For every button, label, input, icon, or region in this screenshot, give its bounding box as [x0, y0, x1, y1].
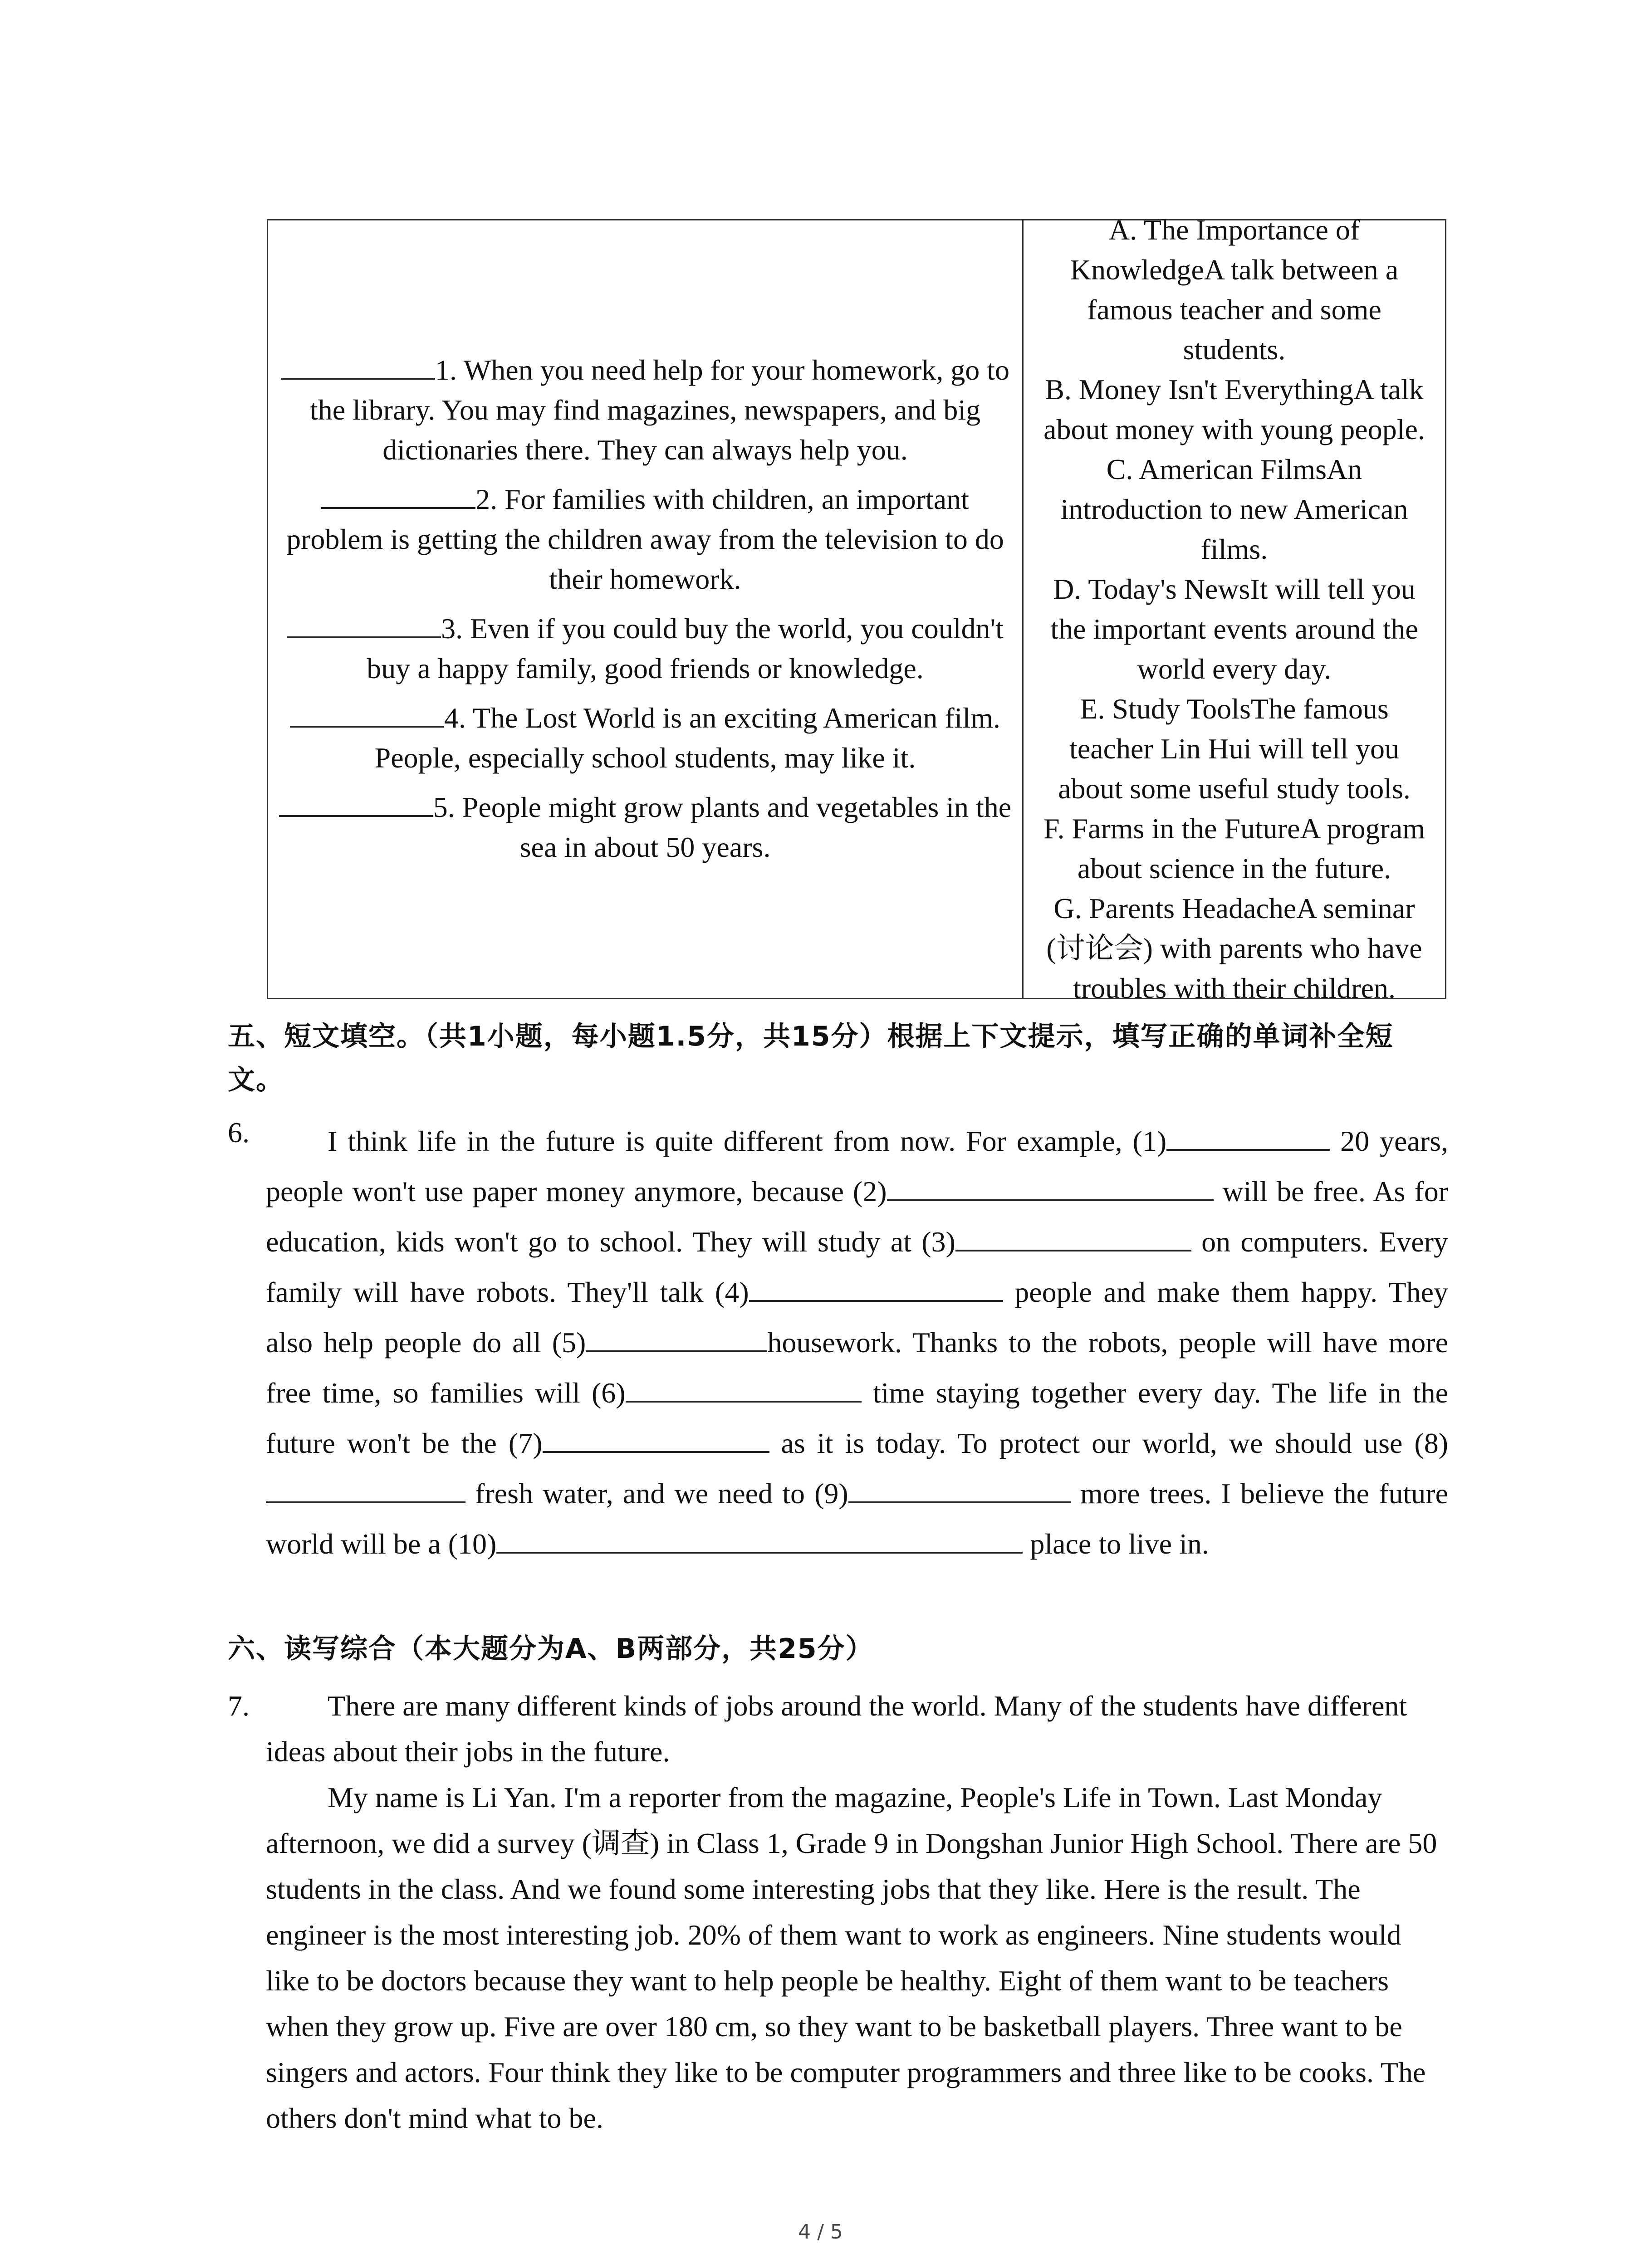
option-g: G. Parents HeadacheA seminar (讨论会) with parents who have troubles with their children.	[1046, 892, 1422, 1004]
question-7-passage	[266, 1683, 1448, 2141]
question-6	[228, 1116, 1448, 1569]
question-7-number: 7.	[228, 1690, 250, 1722]
question-6-number: 6.	[228, 1116, 250, 1149]
fill-blank-1[interactable]	[1166, 1117, 1330, 1151]
fill-blank-8[interactable]	[266, 1470, 465, 1503]
question-7	[228, 1683, 1448, 2141]
answer-blank-5[interactable]	[279, 783, 433, 817]
fill-blank-3[interactable]	[955, 1218, 1191, 1251]
fill-blank-6[interactable]	[626, 1369, 862, 1403]
option-e: E. Study ToolsThe famous teacher Lin Hui will tell you about some useful study tools.	[1058, 693, 1411, 805]
fill-blank-7[interactable]	[543, 1419, 769, 1453]
fill-blank-2[interactable]	[887, 1168, 1214, 1201]
statement-3: 3. Even if you could buy the world, you couldn't buy a happy family, good friends or knowledge.	[278, 605, 1012, 689]
answer-blank-1[interactable]	[281, 346, 435, 380]
fill-blank-10[interactable]	[496, 1520, 1023, 1554]
fill-blank-5[interactable]	[586, 1319, 767, 1352]
option-a: A. The Importance of KnowledgeA talk between a famous teacher and some students.	[1070, 214, 1399, 366]
fill-blank-9[interactable]	[848, 1470, 1071, 1503]
fill-blank-4[interactable]	[749, 1268, 1003, 1302]
statements-cell	[268, 220, 1024, 998]
option-f: F. Farms in the FutureA program about science in the future.	[1043, 812, 1425, 885]
option-c: C. American FilmsAn introduction to new American films.	[1060, 453, 1408, 565]
answer-blank-3[interactable]	[287, 605, 441, 638]
statement-5: 5. People might grow plants and vegetables in the sea in about 50 years.	[278, 783, 1012, 867]
statement-1: 1. When you need help for your homework, go to the library. You may find magazines, newspapers, and big dictionaries there. They can always help you.	[278, 346, 1012, 470]
option-d: D. Today's NewsIt will tell you the important events around the world every day.	[1050, 573, 1418, 685]
question-6-passage: I think life in the future is quite different from now. For example, (1) 20 years, people won't use paper money anymore, because (2) will be free. As for education, kids won't go to school. They will study at (3) on computers. Every family will have robots. They'll talk (4) people and make them happy. They also help people do all (5) housework. Thanks to the robots, people will have more free time, so families will (6) time staying together every day. The life in the future won't be the (7) as it is today. To protect our world, we should use (8) fresh water, and we need to (9) more trees. I believe the future world will be a (10) place to live in.	[266, 1116, 1448, 1569]
matching-table	[267, 214, 1446, 1004]
section-5-heading: 五、短文填空。（共1小题，每小题1.5分，共15分）根据上下文提示，填写正确的单词补全短文。	[228, 1021, 1394, 1096]
passage-intro: There are many different kinds of jobs around the world. Many of the students have different ideas about their jobs in the future.	[266, 1690, 1407, 1768]
options-cell	[1024, 214, 1445, 1004]
page-number: 4 / 5	[798, 2220, 843, 2244]
passage-survey: My name is Li Yan. I'm a reporter from the magazine, People's Life in Town. Last Monday afternoon, we did a survey (调查) in Class 1, Grade 9 in Dongshan Junior High School. There are 50 students in the class. And we found some interesting jobs that they like. Here is the result. The engineer is the most interesting job. 20% of them want to work as engineers. Nine students would like to be doctors because they want to help people be healthy. Eight of them want to be teachers when they grow up. Five are over 180 cm, so they want to be basketball players. Three want to be singers and actors. Four think they like to be computer programmers and three like to be cooks. The others don't mind what to be.	[266, 1781, 1437, 2134]
section-6-heading: 六、读写综合（本大题分为A、B两部分，共25分）	[228, 1633, 874, 1665]
statement-2: 2. For families with children, an important problem is getting the children away from the television to do their homework.	[278, 475, 1012, 599]
option-b: B. Money Isn't EverythingA talk about money with young people.	[1043, 373, 1425, 445]
statement-4: 4. The Lost World is an exciting American film. People, especially school students, may like it.	[278, 694, 1012, 778]
answer-blank-2[interactable]	[321, 475, 475, 509]
answer-blank-4[interactable]	[290, 694, 444, 728]
